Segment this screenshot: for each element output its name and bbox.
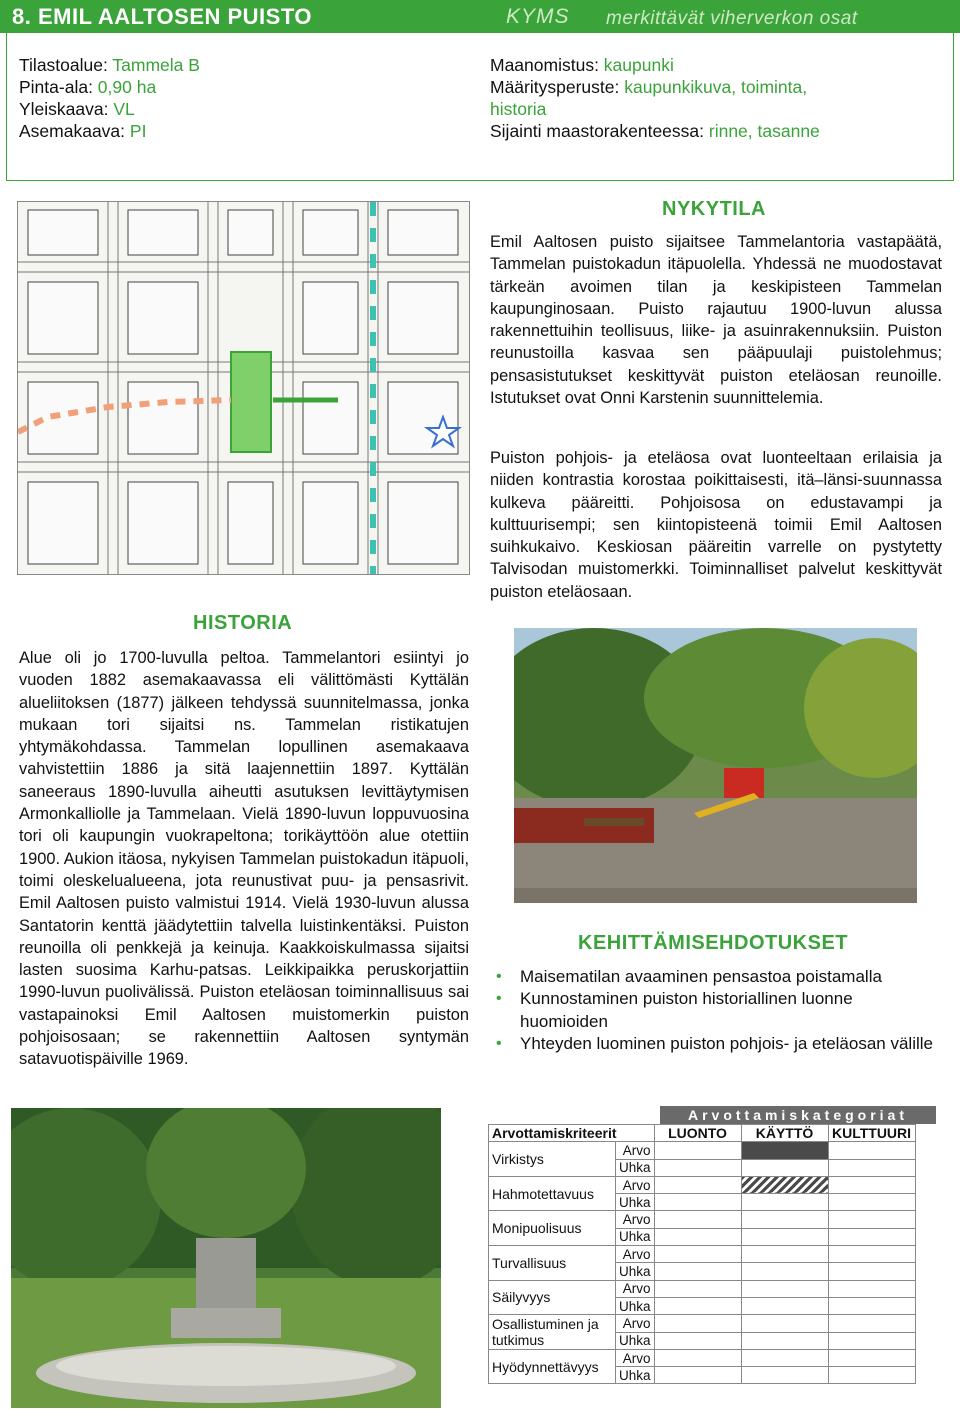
rating-cell xyxy=(741,1159,828,1176)
rating-cell xyxy=(654,1194,741,1211)
rating-row xyxy=(489,1315,916,1332)
rating-col-kulttuuri: KULTTUURI xyxy=(828,1125,915,1142)
rating-cell xyxy=(654,1159,741,1176)
rating-cell xyxy=(828,1228,915,1245)
header-bar xyxy=(0,0,960,33)
rating-col-luonto: LUONTO xyxy=(654,1125,741,1142)
rating-criterion: Virkistys xyxy=(489,1142,616,1177)
site-map xyxy=(17,201,470,575)
rating-uhka-label: Uhka xyxy=(616,1228,655,1245)
rating-cell xyxy=(741,1194,828,1211)
rating-cell xyxy=(654,1228,741,1245)
kehittaminen-heading: KEHITTÄMISEHDOTUKSET xyxy=(578,932,848,954)
rating-cell xyxy=(828,1349,915,1366)
rating-cell xyxy=(741,1246,828,1263)
rating-arvo-label: Arvo xyxy=(616,1280,655,1297)
rating-cell xyxy=(828,1332,915,1349)
kehittaminen-list xyxy=(494,966,944,1055)
rating-criteria-header: Arvottamiskriteerit xyxy=(489,1125,655,1142)
rating-cell xyxy=(828,1159,915,1176)
rating-cell xyxy=(654,1211,741,1228)
rating-cell xyxy=(654,1349,741,1366)
rating-cell xyxy=(654,1280,741,1297)
rating-cell xyxy=(741,1349,828,1366)
historia-paragraph: Alue oli jo 1700-luvulla peltoa. Tammelantori esiintyi jo vuoden 1882 asemakaavassa eli välittömästi Kyttälän alueliitoksen (1877) jälkeen tehdyssä suunnitelmassa, jonka mukaan tori sijaitsi ns. Tammelan ristikatujen yhtymäkohdassa. Tammelan lopullinen asemakaava vahvistettiin 1886 ja sitä laajennettiin 1897. Kyttälän saneeraus 1890-luvulla aiheutti asutuksen levittäytymisen Armonkalliolle ja Tammelaan. Vielä 1890-luvun loppuvuosina tori oli kaupungin vuokrapeltona; torikäyttöön alue otettiin 1900. Aukion itäosa, nykyisen Tammelan puistokadun itäpuoli, toimi oleskelualueena, jota reunustivat puu- ja pensasrivit. Emil Aaltosen puisto valmistui 1914. Vielä 1930-luvun alussa Santatorin kenttä jäädytettiin talvella luistinkentäksi. Puiston reunoilla oli penkkejä ja keinuja. Kaakkoiskulmassa sijaitsi lasten suosima Karhu-patsas. Leikkipaikka peruskorjattiin 1990-luvun puolivälissä. Puiston eteläosan toiminnallisuus sai vastapainoksi Emil Aaltosen muistomerkin puiston pohjoisosaan; se rakennettiin Aaltosen syntymän satavuotispäiville 1969. xyxy=(19,649,469,1069)
rating-cell xyxy=(741,1211,828,1228)
rating-criterion: Turvallisuus xyxy=(489,1246,616,1281)
rating-criterion: Hahmotettavuus xyxy=(489,1176,616,1211)
rating-arvo-label: Arvo xyxy=(616,1349,655,1366)
rating-cell xyxy=(654,1176,741,1193)
info-maaritysperuste: Määritysperuste: kaupunkikuva, toiminta, xyxy=(490,77,808,97)
rating-row xyxy=(489,1176,916,1193)
info-pinta-ala: Pinta-ala: 0,90 ha xyxy=(19,77,157,97)
rating-uhka-label: Uhka xyxy=(616,1297,655,1314)
rating-arvo-label: Arvo xyxy=(616,1211,655,1228)
rating-arvo-label: Arvo xyxy=(616,1142,655,1159)
rating-cell xyxy=(828,1246,915,1263)
playground-photo xyxy=(514,628,917,903)
info-maanomistus: Maanomistus: kaupunki xyxy=(490,55,674,75)
rating-cell xyxy=(654,1142,741,1159)
rating-cell xyxy=(741,1367,828,1384)
rating-cell xyxy=(828,1142,915,1159)
info-asemakaava: Asemakaava: PI xyxy=(19,121,147,141)
kehittaminen-item: • Maisematilan avaaminen pensastoa poistamalla xyxy=(494,966,944,988)
rating-uhka-label: Uhka xyxy=(616,1263,655,1280)
rating-cell xyxy=(828,1176,915,1193)
rating-row xyxy=(489,1211,916,1228)
rating-cell xyxy=(741,1280,828,1297)
rating-cell xyxy=(828,1263,915,1280)
rating-cell xyxy=(828,1280,915,1297)
rating-cell xyxy=(654,1297,741,1314)
rating-col-kaytto: KÄYTTÖ xyxy=(741,1125,828,1142)
rating-cell xyxy=(741,1176,828,1193)
rating-cell xyxy=(654,1367,741,1384)
rating-grid xyxy=(488,1124,916,1384)
rating-criterion: Hyödynnettävyys xyxy=(489,1349,616,1384)
rating-cell xyxy=(828,1297,915,1314)
rating-cell xyxy=(654,1332,741,1349)
rating-cell xyxy=(741,1263,828,1280)
rating-cell xyxy=(654,1315,741,1332)
rating-cell xyxy=(654,1263,741,1280)
rating-cell xyxy=(741,1228,828,1245)
rating-cell xyxy=(828,1367,915,1384)
nykytila-heading: NYKYTILA xyxy=(662,198,766,220)
rating-arvo-label: Arvo xyxy=(616,1246,655,1263)
rating-uhka-label: Uhka xyxy=(616,1159,655,1176)
rating-category-title: Arvottamiskategoriat xyxy=(660,1106,936,1124)
rating-table xyxy=(488,1106,940,1398)
rating-row xyxy=(489,1280,916,1297)
historia-heading: HISTORIA xyxy=(193,612,293,634)
rating-arvo-label: Arvo xyxy=(616,1176,655,1193)
rating-arvo-label: Arvo xyxy=(616,1315,655,1332)
rating-criterion: Monipuolisuus xyxy=(489,1211,616,1246)
rating-cell xyxy=(741,1315,828,1332)
rating-row xyxy=(489,1349,916,1366)
info-sijainti: Sijainti maastorakenteessa: rinne, tasanne xyxy=(490,121,820,141)
nykytila-paragraph-2: Puiston pohjois- ja eteläosa ovat luonteeltaan erilaisia ja niiden kontrastia korostaa poikittaisesti, itä–länsi-suunnassa kulkeva pääreitti. Pohjoisosa on edustavampi ja kulttuurisempi; sen kiintopisteenä toimii Emil Aaltosen suihkukaivo. Keskiosan pääreitin varrelle on pystytetty Talvisodan muistomerkki. Toiminnalliset palvelut keskittyvät puiston eteläosaan. xyxy=(490,449,942,601)
page-title: 8. EMIL AALTOSEN PUISTO xyxy=(12,4,312,29)
rating-uhka-label: Uhka xyxy=(616,1367,655,1384)
nykytila-paragraph-1: Emil Aaltosen puisto sijaitsee Tammelantoria vastapäätä, Tammelan puistokadun itäpuolella. Yhdessä ne muodostavat tärkeän avoimen tilan ja keskipisteen Tammelan kaupunginosaan. Puisto rajautuu 1900-luvun alussa rakennettuihin teollisuus, liike- ja asuinrakennuksiin. Puiston reunustoilla kasvaa sen pääpuulaji puistolehmus; pensasistutukset keskittyvät puiston eteläosan reunoille. Istutukset ovat Onni Karstenin suunnittelemia. xyxy=(490,233,942,408)
rating-cell xyxy=(828,1194,915,1211)
rating-row xyxy=(489,1142,916,1159)
fountain-photo xyxy=(11,1108,441,1408)
rating-cell xyxy=(828,1211,915,1228)
rating-cell xyxy=(828,1315,915,1332)
rating-row xyxy=(489,1246,916,1263)
info-maaritysperuste-cont: historia xyxy=(490,99,547,119)
info-tilastoalue: Tilastoalue: Tammela B xyxy=(19,55,200,75)
rating-cell xyxy=(741,1142,828,1159)
rating-criterion: Osallistuminen ja tutkimus xyxy=(489,1315,616,1350)
rating-uhka-label: Uhka xyxy=(616,1194,655,1211)
kehittaminen-item: • Yhteyden luominen puiston pohjois- ja eteläosan välille xyxy=(494,1033,944,1055)
rating-cell xyxy=(741,1297,828,1314)
rating-uhka-label: Uhka xyxy=(616,1332,655,1349)
rating-cell xyxy=(741,1332,828,1349)
rating-criterion: Säilyvyys xyxy=(489,1280,616,1315)
rating-cell xyxy=(654,1246,741,1263)
info-yleiskaava: Yleiskaava: VL xyxy=(19,99,135,119)
header-subtitle: merkittävät viherverkon osat xyxy=(606,8,858,29)
map-drawing xyxy=(18,202,469,574)
kehittaminen-item: • Kunnostaminen puiston historiallinen luonne huomioiden xyxy=(494,988,944,1033)
kyms-label: KYMS xyxy=(506,5,570,28)
